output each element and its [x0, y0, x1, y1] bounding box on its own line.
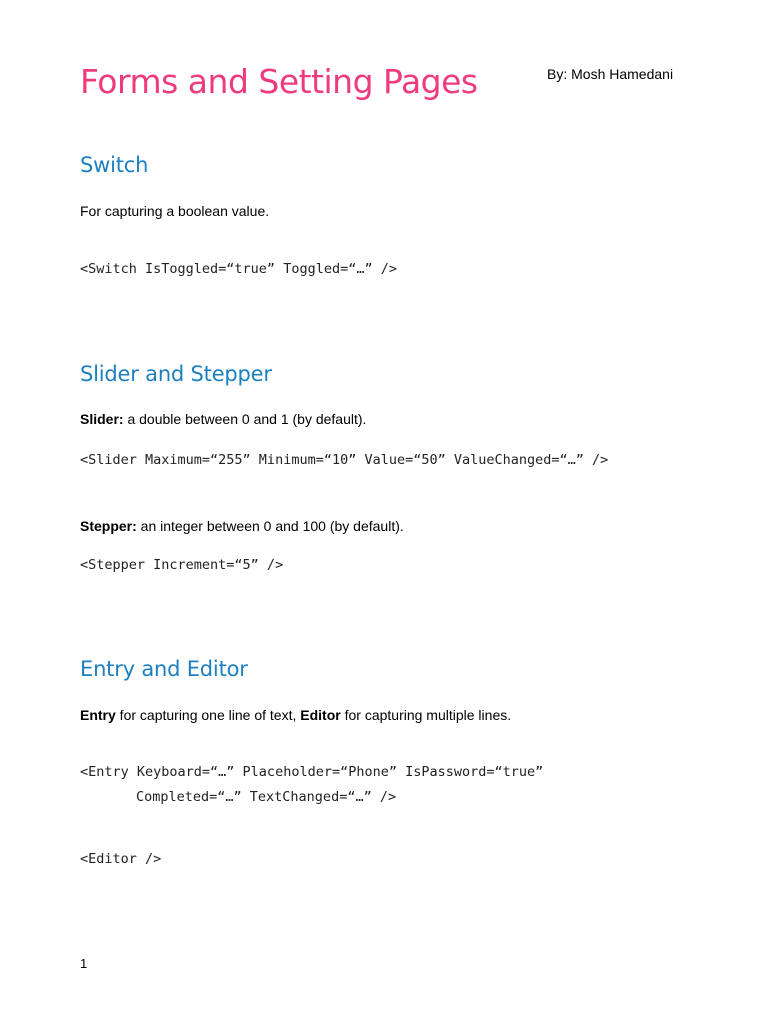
section-heading-entry-editor: Entry and Editor [80, 657, 248, 681]
stepper-description [80, 517, 404, 535]
editor-description-text: for capturing multiple lines. [340, 707, 512, 723]
editor-label: Editor [300, 707, 341, 723]
stepper-code-sample: <Stepper Increment=“5” /> [80, 557, 284, 573]
slider-description-text: a double between 0 and 1 (by default). [123, 411, 367, 427]
switch-description: For capturing a boolean value. [80, 203, 270, 219]
slider-code-sample: <Slider Maximum=“255” Minimum=“10” Value=“50” ValueChanged=“…” /> [80, 452, 609, 468]
entry-description-text: for capturing one line of text, [115, 707, 301, 723]
page-number: 1 [80, 956, 88, 971]
entry-label: Entry [80, 707, 116, 723]
section-heading-slider-stepper: Slider and Stepper [80, 362, 272, 386]
section-heading-switch: Switch [80, 153, 149, 177]
entry-code-sample-line-2: Completed=“…” TextChanged=“…” /> [136, 789, 397, 805]
editor-code-sample: <Editor /> [80, 851, 162, 867]
author-byline: By: Mosh Hamedani [547, 66, 674, 82]
slider-description [80, 410, 366, 428]
switch-code-sample: <Switch IsToggled=“true” Toggled=“…” /> [80, 261, 397, 277]
page-title: Forms and Setting Pages [80, 62, 478, 101]
stepper-label: Stepper: [80, 518, 137, 534]
entry-editor-description [80, 706, 511, 724]
entry-code-sample-line-1: <Entry Keyboard=“…” Placeholder=“Phone” IsPassword=“true” [80, 764, 544, 780]
slider-label: Slider: [80, 411, 124, 427]
stepper-description-text: an integer between 0 and 100 (by default). [136, 518, 404, 534]
